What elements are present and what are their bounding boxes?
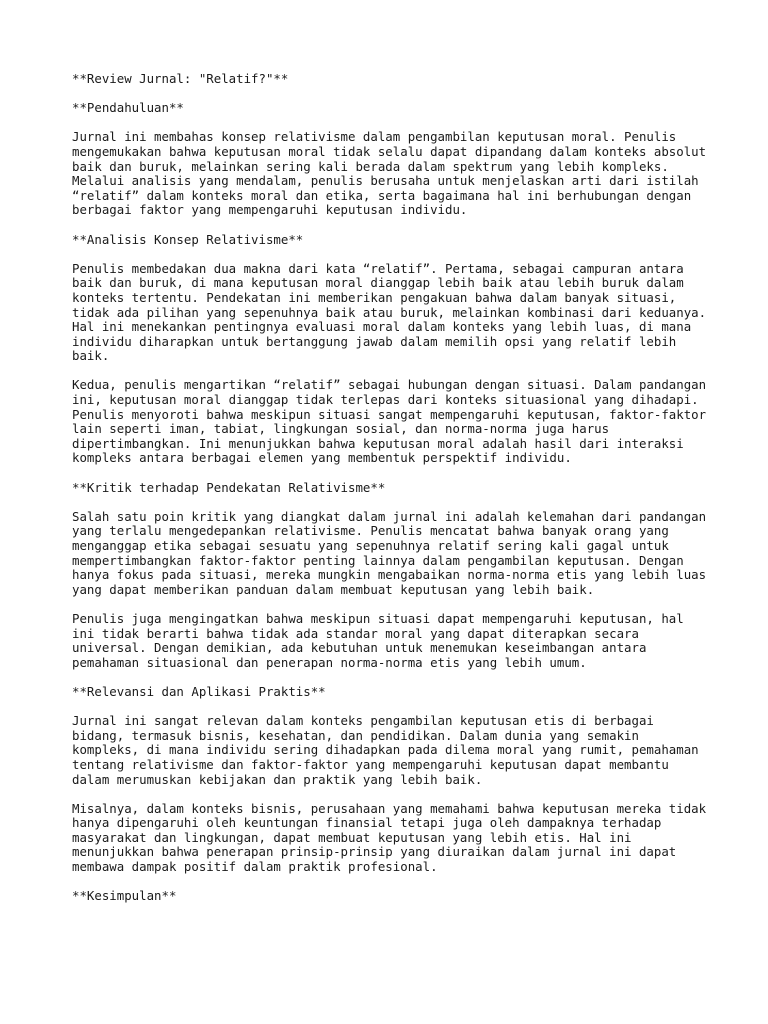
section-heading-kesimpulan: **Kesimpulan**	[72, 888, 177, 904]
paragraph: Jurnal ini membahas konsep relativisme dalam pengambilan keputusan moral. Penulis mengemukakan bahwa keputusan moral tidak selalu dapat dipandang dalam konteks absolut baik dan buruk, melainkan sering kali berada dalam spektrum yang lebih kompleks. Melalui analisis yang mendalam, penulis berusaha untuk menjelaskan arti dari istilah “relatif” dalam konteks moral dan etika, serta bagaimana hal ini berhubungan dengan berbagai faktor yang mempengaruhi keputusan individu.	[72, 129, 707, 218]
section-heading-kritik: **Kritik terhadap Pendekatan Relativisme**	[72, 479, 386, 495]
paragraph: Penulis membedakan dua makna dari kata “relatif”. Pertama, sebagai campuran antara baik dan buruk, di mana keputusan moral dianggap lebih baik atau lebih buruk dalam konteks tertentu. Pendekatan ini memberikan pengakuan bahwa dalam banyak situasi, tidak ada pilihan yang sepenuhnya baik atau buruk, melainkan kombinasi dari keduanya. Hal ini menekankan pentingnya evaluasi moral dalam konteks yang lebih luas, di mana individu diharapkan untuk bertanggung jawab dalam memilih opsi yang relatif lebih baik.	[72, 260, 707, 364]
section-heading-analisis: **Analisis Konsep Relativisme**	[72, 231, 304, 247]
paragraph: Penulis juga mengingatkan bahwa meskipun situasi dapat mempengaruhi keputusan, hal ini tidak berarti bahwa tidak ada standar moral yang dapat diterapkan secara universal. Dengan demikian, ada kebutuhan untuk menemukan keseimbangan antara pemahaman situasional dan penerapan norma-norma etis yang lebih umum.	[72, 610, 684, 670]
document-page	[72, 72, 712, 918]
document-title: **Review Jurnal: "Relatif?"**	[72, 71, 289, 86]
section-heading-pendahuluan: **Pendahuluan**	[72, 100, 184, 116]
paragraph: Kedua, penulis mengartikan “relatif” sebagai hubungan dengan situasi. Dalam pandangan ini, keputusan moral dianggap tidak terlepas dari konteks situasional yang dihadapi. Penulis menyoroti bahwa meskipun situasi sangat mempengaruhi keputusan, faktor-faktor lain seperti iman, tabiat, lingkungan sosial, dan norma-norma juga harus dipertimbangkan. Ini menunjukkan bahwa keputusan moral adalah hasil dari interaksi kompleks antara berbagai elemen yang membentuk perspektif individu.	[72, 377, 707, 466]
paragraph: Jurnal ini sangat relevan dalam konteks pengambilan keputusan etis di berbagai bidang, termasuk bisnis, kesehatan, dan pendidikan. Dalam dunia yang semakin kompleks, di mana individu sering dihadapkan pada dilema moral yang rumit, pemahaman tentang relativisme dan faktor-faktor yang mempengaruhi keputusan dapat membantu dalam merumuskan kebijakan dan praktik yang lebih baik.	[72, 713, 699, 787]
paragraph: Salah satu poin kritik yang diangkat dalam jurnal ini adalah kelemahan dari pandangan yang terlalu mengedepankan relativisme. Penulis mencatat bahwa banyak orang yang menganggap etika sebagai sesuatu yang sepenuhnya relatif sering kali gagal untuk mempertimbangkan faktor-faktor penting lainnya dalam pengambilan keputusan. Dengan hanya fokus pada situasi, mereka mungkin mengabaikan norma-norma etis yang lebih luas yang dapat memberikan panduan dalam membuat keputusan yang lebih baik.	[72, 508, 707, 597]
section-heading-relevansi: **Relevansi dan Aplikasi Praktis**	[72, 683, 326, 699]
paragraph: Misalnya, dalam konteks bisnis, perusahaan yang memahami bahwa keputusan mereka tidak hanya dipengaruhi oleh keuntungan finansial tetapi juga oleh dampaknya terhadap masyarakat dan lingkungan, dapat membuat keputusan yang lebih etis. Hal ini menunjukkan bahwa penerapan prinsip-prinsip yang diuraikan dalam jurnal ini dapat membawa dampak positif dalam praktik profesional.	[72, 800, 707, 875]
